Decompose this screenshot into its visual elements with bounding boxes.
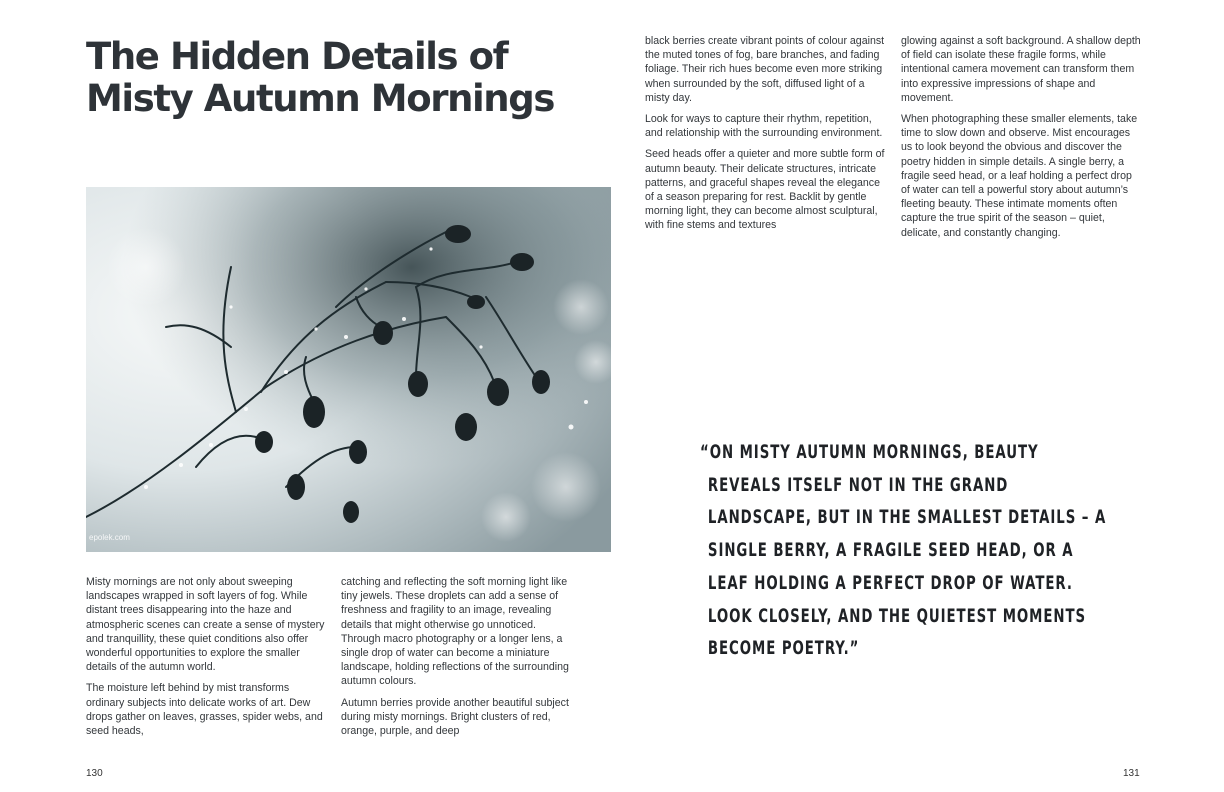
photo-credit: epolek.com	[89, 533, 130, 542]
paragraph: The moisture left behind by mist transforms ordinary subjects into delicate works of art. Dew drops gather on leaves, grasses, spider webs, and seed heads,	[86, 682, 323, 738]
article-title: The Hidden Details of Misty Autumn Mornings	[86, 35, 554, 120]
paragraph: When photographing these smaller elements, take time to slow down and observe. Mist encourages us to look beyond the obvious and discover the poetry hidden in simple details. A single berry, a fragile seed head, or a leaf holding a perfect drop of water can tell a powerful story about autumn’s fleeting beauty. These intimate moments often capture the true spirit of the season – quiet, delicate, and constantly changing.	[901, 113, 1138, 239]
paragraph: Look for ways to capture their rhythm, repetition, and relationship with the surrounding environment.	[645, 113, 883, 140]
page-number-left: 130	[86, 768, 103, 779]
photo-illustration	[86, 187, 611, 552]
paragraph: Seed heads offer a quieter and more subtle form of autumn beauty. Their delicate structures, intricate patterns, and graceful shapes reveal the elegance of a season preparing for rest. Backlit by gentle morning light, they can become almost sculptural, with fine stems and textures	[645, 148, 885, 232]
body-column-2	[341, 575, 573, 745]
paragraph: Autumn berries provide another beautiful subject during misty mornings. Bright clusters of red, orange, purple, and deep	[341, 696, 569, 738]
body-column-1	[86, 575, 326, 745]
paragraph: catching and reflecting the soft morning light like tiny jewels. These droplets can add a sense of freshness and fragility to an image, revealing details that might otherwise go unnoticed. Through macro photography or a longer lens, a single drop of water can become a miniature landscape, holding reflections of the surrounding autumn colours.	[341, 576, 569, 688]
page-number-right: 131	[1123, 768, 1140, 779]
berries-stem-photo	[86, 187, 611, 552]
paragraph: Misty mornings are not only about sweeping landscapes wrapped in soft layers of fog. While distant trees disappearing into the haze and atmospheric scenes can create a sense of mystery and tranquillity, these quiet conditions also offer wonderful opportunities to explore the smaller details of the autumn world.	[86, 576, 325, 674]
body-column-3	[645, 34, 885, 240]
right-page	[612, 0, 1224, 792]
paragraph: glowing against a soft background. A shallow depth of field can isolate these fragile forms, while intentional camera movement can transform them into expressive impressions of shape and movement.	[901, 35, 1141, 104]
body-column-4	[901, 34, 1141, 247]
paragraph: black berries create vibrant points of colour against the muted tones of fog, bare branches, and fading foliage. Their rich hues become even more striking when surrounded by the soft, diffused light of a misty day.	[645, 35, 885, 104]
pull-quote: “ON MISTY AUTUMN MORNINGS, BEAUTY REVEALS ITSELF NOT IN THE GRAND LANDSCAPE, BUT IN THE SMALLEST DETAILS – A SINGLE BERRY, A FRAGILE SEED HEAD, OR A LEAF HOLDING A PERFECT DROP OF WATER. LOOK CLOSELY, AND THE QUIETEST MOMENTS BECOME POETRY.”	[700, 442, 1107, 660]
